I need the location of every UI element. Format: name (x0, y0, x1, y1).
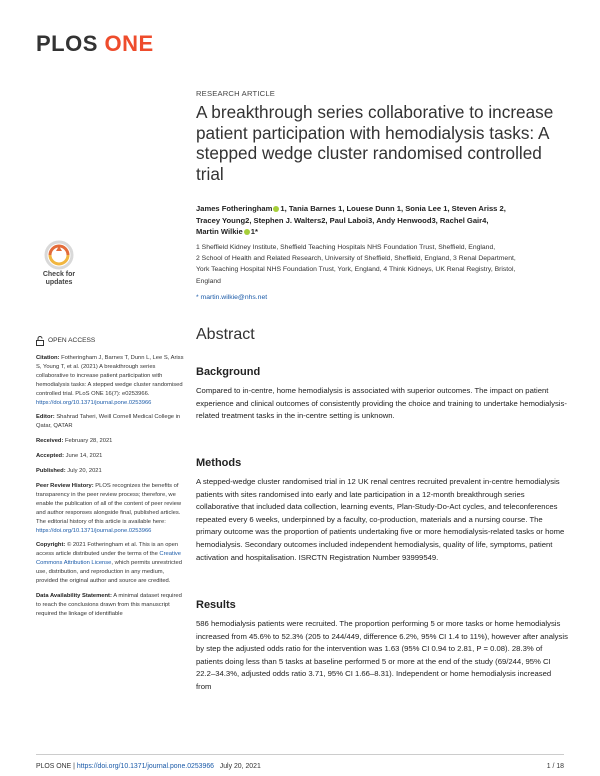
open-access-label (36, 336, 184, 346)
author-name[interactable]: James Fotheringham (196, 204, 273, 213)
author-name[interactable]: 1, Louese Dunn (338, 204, 395, 213)
article-sidebar (36, 336, 184, 625)
author-name[interactable]: Martin Wilkie (196, 227, 243, 236)
orcid-icon[interactable] (244, 229, 250, 235)
author-name[interactable]: 1, Steven Ariss (443, 204, 498, 213)
badge-line1: Check for (42, 271, 76, 278)
author-name[interactable]: 2, (499, 204, 506, 213)
accepted-block: Accepted: June 14, 2021 (36, 453, 103, 460)
check-for-updates-badge[interactable] (36, 238, 82, 290)
peer-review-block: Peer Review History: PLOS recognizes the benefits of transparency in the peer review process; therefore, we enable the publication of all of the content of peer review and author responses alongside final, published articles. The editorial history of this article is available here: https://doi.org/10.1371/journal.pone.0253966 (36, 482, 182, 534)
open-lock-icon (36, 336, 44, 346)
affiliation-line: England (196, 277, 221, 285)
methods-text: A stepped-wedge cluster randomised trial in 12 UK renal centres recruited prevalent in-centre hemodialysis patients with sites randomised into early and late participation in a 12-month breakthrough series collaborative that included data collection, learning events, Plan-Study-Do-Act cycles, and teleconferences repeated every 6 weeks, underpinned by a faculty, co-production, materials and a nursing course. The primary outcome was the proportion of patients undertaking five or more hemodialysis-related tasks or home hemodialysis. Secondary outcomes included independent hemodialysis, quality of life, symptoms, patient activation and hospitalisation. ISRCTN Registration Number 93999549. (196, 477, 565, 562)
orcid-icon[interactable] (273, 206, 279, 212)
abstract-heading: Abstract (196, 326, 255, 343)
affiliation-line: 1 Sheffield Kidney Institute, Sheffield Teaching Hospitals NHS Foundation Trust, Sheffield, England, (196, 244, 496, 251)
logo-plos: PLOS (36, 31, 98, 56)
results-text: 586 hemodialysis patients were recruited. The proportion performing 5 or more tasks or home hemodialysis increased from 45.6% to 52.3% (205 to 244/449, difference 6.2%, 95% CI 1.4 to 11%), however after analysis by step the adjusted odds ratio for the intervention was 1.63 (95% CI 0.94 to 2.81, P = 0.08). 28.3% of patients doing less than 5 tasks at baseline performed 5 or more at the end of the study (69/244, 95% CI 22.2–34.3%, adjusted odds ratio 3.71, 95% CI 1.66–8.31). Independent or home hemodialysis increased from (196, 619, 568, 691)
affiliations (196, 242, 571, 287)
page-footer: PLOS ONE | https://doi.org/10.1371/journal.pone.0253966 July 20, 2021 1 / 18 (36, 763, 564, 770)
author-list (196, 203, 566, 238)
editor-block: Editor: Shahrad Taheri, Weill Cornell Medical College in Qatar, QATAR (36, 414, 181, 430)
open-access-text: OPEN ACCESS (48, 336, 96, 344)
peer-review-link[interactable]: https://doi.org/10.1371/journal.pone.0253966 (36, 527, 152, 534)
author-name[interactable]: Tracey Young2, Stephen J. Walters2, Paul Laboi3, Andy Henwood3, Rachel Gair4, (196, 215, 489, 225)
page-number: 1 / 18 (546, 763, 564, 770)
copyright-block: Copyright: © 2021 Fotheringham et al. This is an open access article distributed under the terms of the Creative Commons Attribution License, which permits unrestricted use, distribution, and reproduction in any medium, provided the original author and source are credited. (36, 542, 182, 585)
background-heading: Background (196, 366, 261, 378)
author-name[interactable]: 1, Tania Barnes (280, 204, 336, 213)
affiliation-line: 2 School of Health and Related Research, University of Sheffield, Sheffield, England, 3 Renal Department, (196, 255, 516, 263)
background-text: Compared to in-centre, home hemodialysis is associated with superior outcomes. The impact on patient experience and clinical outcomes of consistently providing the choice and training to undertake hemodialysis-related treatment tasks in the in-centre setting is unknown. (196, 386, 567, 421)
author-name[interactable]: 1, Sonia Lee (396, 204, 442, 213)
methods-heading: Methods (196, 457, 242, 469)
footer-date: July 20, 2021 (219, 763, 261, 770)
footer-journal: PLOS ONE (36, 763, 72, 770)
citation-block: Citation: Fotheringham J, Barnes T, Dunn L, Lee S, Ariss S, Young T, et al. (2021) A breakthrough series collaborative to increase patient participation with hemodialysis tasks: A stepped wedge cluster randomised controlled trial. PLoS ONE 16(7): e0253966. https://doi.org/10.1371/journal.pone.0253966 (36, 355, 184, 406)
results-heading: Results (196, 599, 236, 611)
author-suffix: 1* (250, 227, 258, 236)
footer-divider (36, 754, 564, 755)
data-availability-block: Data Availability Statement: A minimal dataset required to reach the conclusions drawn from this manuscript required the linkage of identifiable (36, 592, 182, 617)
license-link[interactable]: Creative Commons Attribution License (36, 551, 182, 567)
badge-line2: updates (45, 279, 73, 286)
journal-logo[interactable] (36, 31, 154, 57)
footer-doi-link[interactable]: https://doi.org/10.1371/journal.pone.0253966 (76, 763, 215, 770)
published-block: Published: July 20, 2021 (36, 468, 102, 475)
received-block: Received: February 28, 2021 (36, 438, 113, 445)
article-type: RESEARCH ARTICLE (196, 89, 276, 98)
citation-doi-link[interactable]: https://doi.org/10.1371/journal.pone.0253966 (36, 399, 152, 406)
logo-one: ONE (104, 31, 154, 56)
corresponding-email[interactable]: * martin.wilkie@nhs.net (196, 294, 268, 301)
affiliation-line: York Teaching Hospital NHS Foundation Trust, York, England, 4 Think Kidneys, UK Renal Registry, Bristol, (196, 266, 516, 274)
article-title: A breakthrough series collaborative to increase patient participation with hemodialysis tasks: A stepped wedge cluster randomised controlled trial (196, 102, 554, 184)
